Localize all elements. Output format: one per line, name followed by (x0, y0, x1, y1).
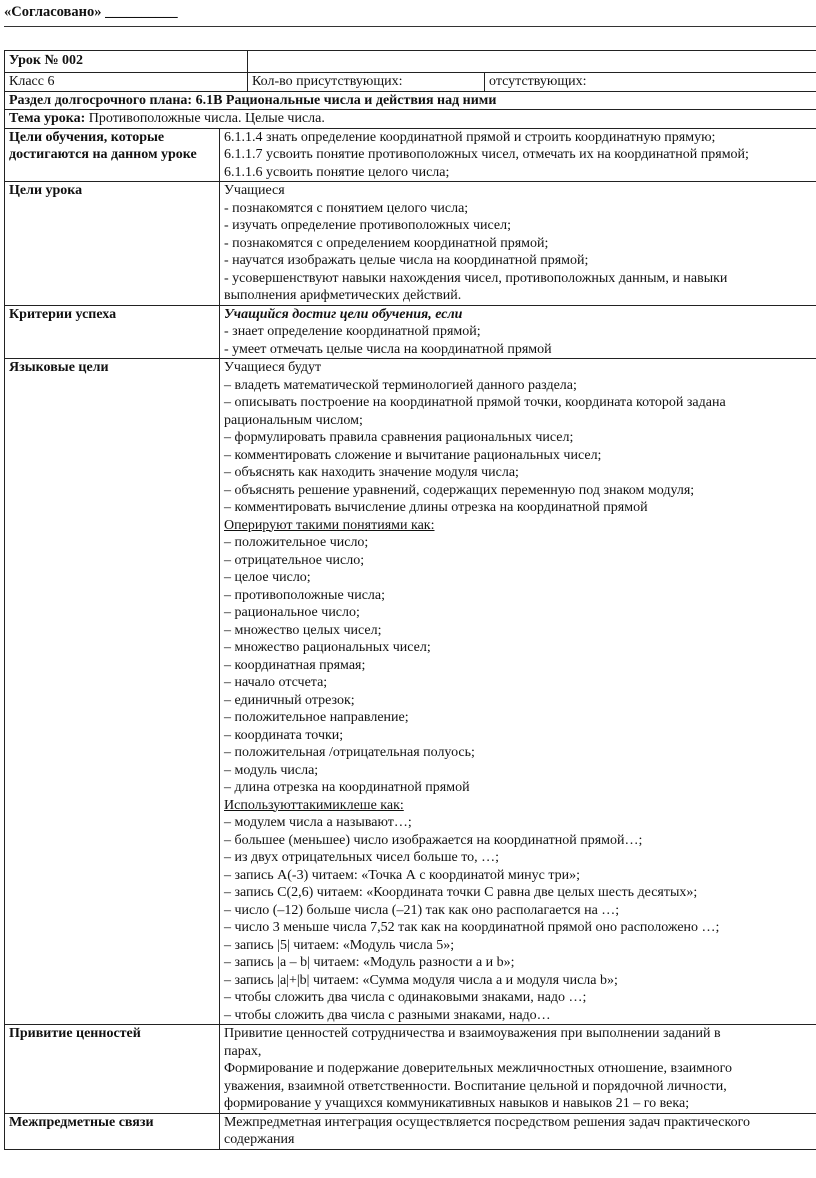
lesson-number: Урок № 002 (5, 51, 248, 73)
list-item: - умеет отмечать целые числа на координатной прямой (224, 341, 552, 357)
success-criteria-heading: Учащийся достиг цели обучения, если (224, 306, 463, 322)
list-item: – владеть математической терминологией данного раздела; (224, 377, 577, 393)
list-item: рациональным числом; (224, 412, 363, 428)
topic-label: Тема урока: (9, 111, 86, 126)
row-success-criteria (5, 305, 816, 359)
term-item: – длина отрезка на координатной прямой (224, 780, 470, 795)
list-item: 6.1.1.6 усвоить понятие целого числа; (224, 164, 450, 180)
term-item: – положительное число; (224, 535, 369, 550)
language-goals-label: Языковые цели (5, 359, 220, 1025)
list-item: – описывать построение на координатной прямой точки, координата которой задана (224, 395, 726, 410)
list-item: – объяснять как находить значение модуля числа; (224, 465, 519, 480)
row-values (5, 1025, 816, 1114)
phrase-item: – число 3 меньше числа 7,52 так как на координатной прямой оно расположено …; (224, 920, 720, 935)
phrase-item: – чтобы сложить два числа с разными знаками, надо… (224, 1007, 551, 1023)
list-item: формирование у учащихся коммуникативных навыков и навыков 21 – го века; (224, 1096, 690, 1111)
term-item: – множество целых чисел; (224, 622, 382, 638)
present-count-label: Кол-во присутствующих: (248, 73, 485, 92)
row-section (5, 91, 816, 110)
list-item: - познакомятся с определением координатной прямой; (224, 235, 549, 251)
list-item: – комментировать вычисление длины отрезка на координатной прямой (224, 500, 648, 515)
term-item: – координатная прямая; (224, 657, 366, 673)
lesson-goals-label: Цели урока (5, 182, 220, 306)
list-item: Учащиеся (224, 183, 285, 198)
list-item: – формулировать правила сравнения рациональных чисел; (224, 430, 574, 445)
list-item: - знает определение координатной прямой; (224, 324, 481, 339)
section-title: Раздел долгосрочного плана: 6.1В Рациональные числа и действия над ними (5, 91, 816, 110)
lesson-goals-list (220, 182, 816, 306)
phrase-item: – чтобы сложить два числа с одинаковыми знаками, надо …; (224, 990, 587, 1005)
row-lesson-goals (5, 182, 816, 306)
phrase-item: – запись |а – b| читаем: «Модуль разности а и b»; (224, 955, 515, 970)
row-class (5, 73, 816, 92)
phrases-heading: Используюттакимиклеше как: (224, 797, 404, 813)
values-label: Привитие ценностей (5, 1025, 220, 1114)
list-item: уважения, взаимной ответственности. Воспитание цельной и порядочной личности, (224, 1078, 727, 1094)
learning-goals-list (220, 128, 816, 182)
term-item: – противоположные числа; (224, 587, 385, 603)
term-item: – положительная /отрицательная полуось; (224, 745, 475, 760)
term-item: – начало отсчета; (224, 675, 328, 690)
list-item: - изучать определение противоположных чисел; (224, 218, 511, 233)
list-item: - познакомятся с понятием целого числа; (224, 200, 469, 216)
topic-text: Противоположные числа. Целые числа. (85, 111, 325, 126)
list-item: Формирование и подержание доверительных межличностных отношение, взаимного (224, 1061, 733, 1076)
list-item: - научатся изображать целые числа на координатной прямой; (224, 253, 589, 268)
list-item: – комментировать сложение и вычитание рациональных чисел; (224, 447, 602, 463)
terms-heading: Оперируют такими понятиями как: (224, 517, 435, 533)
phrase-item: – запись |а|+|b| читаем: «Сумма модуля числа а и модуля числа b»; (224, 972, 618, 988)
row-topic (5, 110, 816, 129)
phrase-item: – число (–12) больше числа (–21) так как оно располагается на …; (224, 902, 620, 918)
phrase-item: – запись А(-3) читаем: «Точка А с координатой минус три»; (224, 867, 581, 883)
learning-goals-label: Цели обучения, которые достигаются на данном уроке (5, 128, 220, 182)
header-divider (4, 26, 816, 27)
row-lesson-number (5, 51, 816, 73)
term-item: – положительное направление; (224, 710, 409, 725)
values-content (220, 1025, 816, 1114)
phrase-item: – запись С(2,6) читаем: «Координата точки С равна две целых шесть десятых»; (224, 885, 698, 900)
language-goals-intro: Учащиеся будут (224, 360, 322, 375)
interdisciplinary-label: Межпредметные связи (5, 1113, 220, 1149)
term-item: – целое число; (224, 570, 311, 585)
list-item: Межпредметная интеграция осуществляется посредством решения задач практического (224, 1114, 750, 1130)
phrase-item: – запись |5| читаем: «Модуль числа 5»; (224, 937, 455, 953)
term-item: – отрицательное число; (224, 552, 365, 568)
phrase-item: – большее (меньшее) число изображается на координатной прямой…; (224, 832, 643, 848)
success-criteria-list (220, 305, 816, 359)
topic-cell (5, 110, 816, 129)
class-label: Класс 6 (5, 73, 248, 92)
term-item: – единичный отрезок; (224, 692, 355, 708)
success-criteria-label: Критерии успеха (5, 305, 220, 359)
row-learning-goals (5, 128, 816, 182)
list-item: – объяснять решение уравнений, содержащих переменную под знаком модуля; (224, 482, 695, 498)
absent-count-label: отсутствующих: (485, 73, 816, 92)
list-item: выполнения арифметических действий. (224, 288, 462, 303)
lesson-number-blank (248, 51, 816, 73)
list-item: парах, (224, 1043, 262, 1059)
language-goals-content (220, 359, 816, 1025)
row-interdisciplinary (5, 1113, 816, 1149)
term-item: – модуль числа; (224, 762, 319, 778)
term-item: – рациональное число; (224, 605, 360, 620)
list-item: 6.1.1.4 знать определение координатной прямой и строить координатную прямую; (224, 129, 716, 145)
list-item: содержания (224, 1132, 295, 1147)
row-language-goals (5, 359, 816, 1025)
phrase-item: – из двух отрицательных чисел больше то, …; (224, 850, 500, 865)
list-item: 6.1.1.7 усвоить понятие противоположных чисел, отмечать их на координатной прямой; (224, 147, 749, 162)
list-item: - усовершенствуют навыки нахождения чисел, противоположных данным, и навыки (224, 270, 728, 286)
lesson-plan-table (4, 50, 816, 1150)
approval-line: «Согласовано» __________ (4, 4, 178, 20)
list-item: Привитие ценностей сотрудничества и взаимоуважения при выполнении заданий в (224, 1026, 721, 1041)
term-item: – множество рациональных чисел; (224, 640, 431, 655)
interdisciplinary-content (220, 1113, 816, 1149)
term-item: – координата точки; (224, 727, 344, 743)
phrase-item: – модулем числа а называют…; (224, 815, 412, 830)
